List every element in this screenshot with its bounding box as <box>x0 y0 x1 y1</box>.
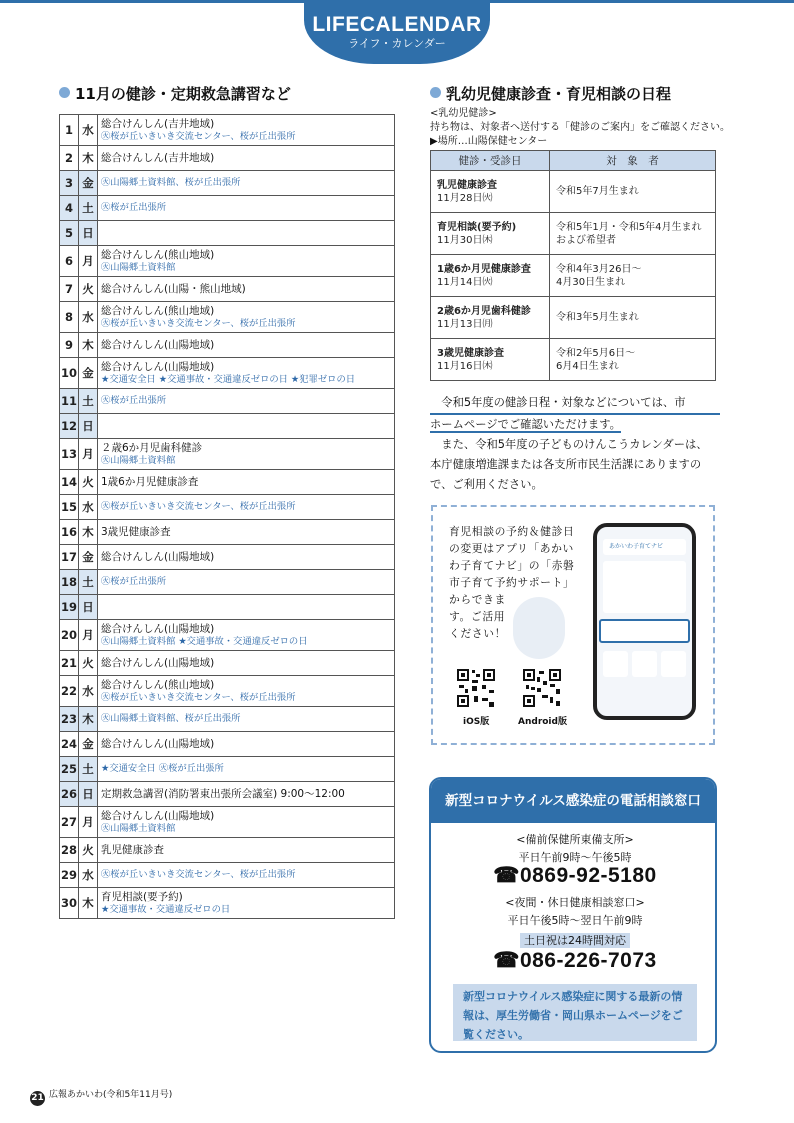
calendar-row <box>60 196 395 221</box>
calendar-day: 24 <box>60 732 79 757</box>
app-text-line: の変更はアプリ「あかい <box>449 542 574 555</box>
calendar-event: 総合けんしん(熊山地域) <box>101 248 215 261</box>
calendar-note: ★交通事故・交通違反ゼロの日 <box>101 903 231 915</box>
calendar-weekday: 土 <box>79 196 98 221</box>
calendar-event: 総合けんしん(山陽地域) <box>101 737 215 750</box>
page-number: 21 <box>30 1091 45 1106</box>
calendar-note: ★交通安全日 ★交通事故・交通違反ゼロの日 ★犯罪ゼロの日 <box>101 373 356 385</box>
exam-name: 1歳6か月児健康診査 <box>437 263 531 275</box>
schedule-row <box>431 339 716 381</box>
calendar-events <box>98 389 395 414</box>
app-menu-tile <box>632 651 657 677</box>
calendar-event: 総合けんしん(熊山地域) <box>101 304 215 317</box>
calendar-weekday: 水 <box>79 302 98 333</box>
calendar-events <box>98 782 395 807</box>
calendar-row <box>60 651 395 676</box>
covid-office-1: <備前保健所東備支所> <box>516 833 634 846</box>
app-screen-header: あかいわ子育てナビ <box>603 539 686 555</box>
calendar-day: 2 <box>60 146 79 171</box>
calendar-weekday: 火 <box>79 838 98 863</box>
app-text-line: 育児相談の予約＆健診日 <box>449 525 575 538</box>
qr-label-android: Android版 <box>518 717 567 727</box>
calendar-note: ㊋山陽郷土資料館 <box>101 822 176 834</box>
calendar-note: ㊋山陽郷土資料館、桜が丘出張所 <box>101 713 241 724</box>
calendar-event: 総合けんしん(熊山地域) <box>101 678 215 691</box>
target-line: 4月30日生まれ <box>556 276 626 288</box>
covid-title: 新型コロナウイルス感染症の電話相談窓口 <box>431 779 715 823</box>
calendar-event: 定期救急講習(消防署東出張所会議室) 9:00～12:00 <box>101 787 345 800</box>
phone-illustration <box>593 523 696 720</box>
calendar-weekday: 月 <box>79 807 98 838</box>
app-menu-tile <box>603 651 628 677</box>
infant-schedule-table <box>430 150 716 381</box>
calendar-events <box>98 807 395 838</box>
schedule-row <box>431 213 716 255</box>
calendar-weekday: 土 <box>79 570 98 595</box>
calendar-events <box>98 146 395 171</box>
calendar-events <box>98 732 395 757</box>
calendar-day: 12 <box>60 414 79 439</box>
calendar-note: ㊋桜が丘出張所 <box>101 576 167 587</box>
calendar-event: 育児相談(要予約) <box>101 890 183 903</box>
bullet-icon <box>430 87 441 98</box>
calendar-weekday: 月 <box>79 620 98 651</box>
calendar-day: 10 <box>60 358 79 389</box>
calendar-row <box>60 358 395 389</box>
calendar-event: 総合けんしん(山陽・熊山地域) <box>101 282 246 295</box>
schedule-target <box>550 255 716 297</box>
calendar-note: ㊋山陽郷土資料館 <box>101 454 176 466</box>
calendar-events <box>98 495 395 520</box>
calendar-row <box>60 146 395 171</box>
calendar-events <box>98 115 395 146</box>
calendar-note: ㊋桜が丘いきいき交流センター、桜が丘出張所 <box>101 869 296 880</box>
calendar-weekday: 木 <box>79 520 98 545</box>
calendar-weekday: 木 <box>79 707 98 732</box>
calendar-events <box>98 333 395 358</box>
infant-line1: 持ち物は、対象者へ送付する「健診のご案内」をご確認ください。 <box>430 122 730 133</box>
calendar-row <box>60 439 395 470</box>
calendar-row <box>60 888 395 919</box>
calendar-row <box>60 838 395 863</box>
exam-date: 11月13日㈪ <box>437 318 493 330</box>
schedule-exam <box>431 297 550 339</box>
calendar-day: 9 <box>60 333 79 358</box>
calendar-day: 3 <box>60 171 79 196</box>
page-header <box>304 0 490 64</box>
calendar-day: 6 <box>60 246 79 277</box>
calendar-events <box>98 196 395 221</box>
calendar-weekday: 日 <box>79 595 98 620</box>
calendar-day: 1 <box>60 115 79 146</box>
calendar-day: 30 <box>60 888 79 919</box>
calendar-table <box>59 114 395 919</box>
calendar-note: ㊋山陽郷土資料館、桜が丘出張所 <box>101 177 241 188</box>
calendar-day: 5 <box>60 221 79 246</box>
calendar-events <box>98 595 395 620</box>
exam-date: 11月30日㈭ <box>437 234 493 246</box>
calendar-weekday: 土 <box>79 389 98 414</box>
calendar-day: 21 <box>60 651 79 676</box>
calendar-weekday: 火 <box>79 651 98 676</box>
qr-code-ios[interactable] <box>456 668 496 708</box>
exam-date: 11月28日㈫ <box>437 192 493 204</box>
exam-name: 2歳6か月児歯科健診 <box>437 305 531 317</box>
calendar-events <box>98 246 395 277</box>
calendar-note: ★交通安全日 ㊋桜が丘出張所 <box>101 763 224 774</box>
calendar-note: ㊋桜が丘出張所 <box>101 202 167 213</box>
calendar-day: 23 <box>60 707 79 732</box>
calendar-row <box>60 732 395 757</box>
calendar-weekday: 日 <box>79 414 98 439</box>
calendar-note: ㊋桜が丘いきいき交流センター、桜が丘出張所 <box>101 501 296 512</box>
target-line: 令和5年7月生まれ <box>556 186 639 197</box>
calendar-events <box>98 470 395 495</box>
calendar-events <box>98 277 395 302</box>
qr-code-android[interactable] <box>522 668 562 708</box>
calendar-weekday: 水 <box>79 863 98 888</box>
calendar-day: 26 <box>60 782 79 807</box>
calendar-event: 総合けんしん(吉井地域) <box>101 151 215 164</box>
calendar-row <box>60 595 395 620</box>
app-reserve-banner <box>599 619 690 643</box>
schedule-target <box>550 297 716 339</box>
calendar-row <box>60 782 395 807</box>
calendar-events <box>98 888 395 919</box>
calendar-events <box>98 520 395 545</box>
calendar-row <box>60 757 395 782</box>
calendar-event: 総合けんしん(山陽地域) <box>101 622 215 635</box>
calendar-note: ㊋山陽郷土資料館 <box>101 261 176 273</box>
calendar-row <box>60 807 395 838</box>
calendar-row <box>60 302 395 333</box>
calendar-event: 総合けんしん(吉井地域) <box>101 117 215 130</box>
infant-place: ▶場所…山陽保健センター <box>430 136 548 147</box>
calendar-weekday: 火 <box>79 277 98 302</box>
infant-sub: <乳幼児健診> <box>430 108 497 119</box>
exam-name: 3歳児健康診査 <box>437 347 504 359</box>
schedule-exam <box>431 171 550 213</box>
calendar-weekday: 土 <box>79 757 98 782</box>
app-text-line: ください！ <box>449 627 506 640</box>
app-text-line: 市子育て予約サポート」 <box>449 576 575 589</box>
covid-24h-badge: 土日祝は24時間対応 <box>520 933 630 948</box>
calendar-events <box>98 302 395 333</box>
schedule-exam <box>431 339 550 381</box>
calendar-weekday: 火 <box>79 470 98 495</box>
calendar-event: 総合けんしん(山陽地域) <box>101 550 215 563</box>
calendar-day: 8 <box>60 302 79 333</box>
covid-office-2: <夜間・休日健康相談窓口> <box>505 896 645 909</box>
app-screen-card <box>603 561 686 613</box>
calendar-weekday: 金 <box>79 358 98 389</box>
notice-line-3: また、令和5年度の子どものけんこうカレンダーは、 <box>430 438 708 451</box>
calendar-events <box>98 171 395 196</box>
header-title-jp: ライフ・カレンダー <box>348 37 446 50</box>
calendar-day: 11 <box>60 389 79 414</box>
schedule-target <box>550 213 716 255</box>
header-title-en: LIFECALENDAR <box>312 13 482 36</box>
app-text-line: わ子育てナビ」の「赤磐 <box>449 559 575 572</box>
notice-line-1: 令和5年度の健診日程・対象などについては、市 <box>430 393 720 415</box>
covid-24h-wrap <box>431 929 717 948</box>
target-line: 令和2年5月6日～ <box>556 347 636 359</box>
target-line: 6月4日生まれ <box>556 360 619 372</box>
calendar-day: 22 <box>60 676 79 707</box>
calendar-day: 14 <box>60 470 79 495</box>
calendar-note: ㊋桜が丘いきいき交流センター、桜が丘出張所 <box>101 691 296 703</box>
calendar-events <box>98 757 395 782</box>
exam-date: 11月14日㈫ <box>437 276 493 288</box>
target-line: および希望者 <box>556 234 616 246</box>
covid-phone-2[interactable]: ☎086-226-7073 <box>493 949 657 972</box>
calendar-row <box>60 221 395 246</box>
calendar-event: 総合けんしん(山陽地域) <box>101 338 215 351</box>
calendar-note: ㊋山陽郷土資料館 ★交通事故・交通違反ゼロの日 <box>101 635 308 647</box>
calendar-events <box>98 570 395 595</box>
calendar-event: 乳児健康診査 <box>101 843 164 856</box>
calendar-row <box>60 246 395 277</box>
exam-name: 育児相談(要予約) <box>437 221 517 233</box>
calendar-event: 総合けんしん(山陽地域) <box>101 360 215 373</box>
calendar-note: ㊋桜が丘いきいき交流センター、桜が丘出張所 <box>101 317 296 329</box>
covid-hours-1: 平日午前9時～午後5時 <box>518 851 632 864</box>
calendar-day: 17 <box>60 545 79 570</box>
notice-paragraph <box>430 393 720 495</box>
target-line: 令和4年3月26日～ <box>556 263 642 275</box>
calendar-event: 1歳6か月児健康診査 <box>101 475 199 488</box>
calendar-events <box>98 838 395 863</box>
calendar-note: ㊋桜が丘出張所 <box>101 395 167 406</box>
schedule-exam <box>431 255 550 297</box>
infant-section-title: 乳幼児健康診査・育児相談の日程 <box>430 84 671 104</box>
calendar-event: ２歳6か月児歯科健診 <box>101 441 203 454</box>
calendar-weekday: 月 <box>79 246 98 277</box>
calendar-weekday: 木 <box>79 888 98 919</box>
calendar-row <box>60 171 395 196</box>
calendar-row <box>60 620 395 651</box>
col-header-date: 健診・受診日 <box>431 151 550 171</box>
calendar-events <box>98 651 395 676</box>
calendar-weekday: 日 <box>79 782 98 807</box>
calendar-events <box>98 863 395 888</box>
covid-phone-1[interactable]: ☎0869-92-5180 <box>493 864 657 887</box>
app-menu-grid <box>603 651 686 677</box>
calendar-weekday: 水 <box>79 676 98 707</box>
app-text-line: す。ご活用 <box>449 610 506 623</box>
schedule-row <box>431 297 716 339</box>
calendar-row <box>60 389 395 414</box>
covid-hotline-box <box>429 777 717 1053</box>
calendar-event: 総合けんしん(山陽地域) <box>101 656 215 669</box>
calendar-row <box>60 470 395 495</box>
mascot-illustration <box>513 597 565 659</box>
app-menu-tile <box>661 651 686 677</box>
calendar-weekday: 金 <box>79 545 98 570</box>
target-line: 令和5年1月・令和5年4月生まれ <box>556 221 702 233</box>
qr-label-ios: iOS版 <box>463 717 490 727</box>
calendar-weekday: 木 <box>79 333 98 358</box>
calendar-weekday: 木 <box>79 146 98 171</box>
calendar-row <box>60 115 395 146</box>
calendar-day: 15 <box>60 495 79 520</box>
calendar-note: ㊋桜が丘いきいき交流センター、桜が丘出張所 <box>101 130 296 142</box>
page-footer <box>30 1087 172 1106</box>
bullet-icon <box>59 87 70 98</box>
calendar-events <box>98 414 395 439</box>
calendar-weekday: 金 <box>79 732 98 757</box>
schedule-row <box>431 255 716 297</box>
calendar-events <box>98 439 395 470</box>
calendar-event: 3歳児健康診査 <box>101 525 171 538</box>
col-header-target: 対 象 者 <box>550 151 716 171</box>
notice-line-4: 本庁健康増進課または各支所市民生活課にありますので、ご利用ください。 <box>430 458 702 491</box>
schedule-target <box>550 171 716 213</box>
notice-line-2: ホームページでご確認いただけます。 <box>430 418 621 431</box>
exam-name: 乳児健康診査 <box>437 179 497 191</box>
calendar-day: 29 <box>60 863 79 888</box>
calendar-row <box>60 570 395 595</box>
calendar-day: 16 <box>60 520 79 545</box>
calendar-day: 7 <box>60 277 79 302</box>
calendar-events <box>98 358 395 389</box>
calendar-events <box>98 707 395 732</box>
calendar-day: 13 <box>60 439 79 470</box>
calendar-weekday: 金 <box>79 171 98 196</box>
calendar-day: 4 <box>60 196 79 221</box>
covid-hours-2: 平日午後5時～翌日午前9時 <box>507 914 643 927</box>
calendar-row <box>60 545 395 570</box>
calendar-events <box>98 676 395 707</box>
calendar-weekday: 日 <box>79 221 98 246</box>
calendar-row <box>60 676 395 707</box>
calendar-weekday: 水 <box>79 115 98 146</box>
schedule-row <box>431 171 716 213</box>
schedule-exam <box>431 213 550 255</box>
calendar-row <box>60 863 395 888</box>
calendar-row <box>60 277 395 302</box>
schedule-target <box>550 339 716 381</box>
calendar-events <box>98 620 395 651</box>
calendar-row <box>60 520 395 545</box>
calendar-day: 19 <box>60 595 79 620</box>
target-line: 令和3年5月生まれ <box>556 312 639 323</box>
exam-date: 11月16日㈭ <box>437 360 493 372</box>
calendar-weekday: 月 <box>79 439 98 470</box>
calendar-day: 18 <box>60 570 79 595</box>
footer-publication: 広報あかいわ(令和5年11月号) <box>49 1090 173 1100</box>
calendar-event: 総合けんしん(山陽地域) <box>101 809 215 822</box>
calendar-section-title: 11月の健診・定期救急講習など <box>59 84 291 104</box>
calendar-events <box>98 221 395 246</box>
calendar-events <box>98 545 395 570</box>
calendar-day: 28 <box>60 838 79 863</box>
calendar-row <box>60 707 395 732</box>
covid-note: 新型コロナウイルス感染症に関する最新の情報は、厚生労働省・岡山県ホームページをご覧ください。 <box>453 984 697 1041</box>
calendar-weekday: 水 <box>79 495 98 520</box>
calendar-day: 20 <box>60 620 79 651</box>
calendar-day: 25 <box>60 757 79 782</box>
calendar-row <box>60 414 395 439</box>
app-text-line: からできま <box>449 593 506 606</box>
calendar-row <box>60 333 395 358</box>
calendar-row <box>60 495 395 520</box>
calendar-day: 27 <box>60 807 79 838</box>
